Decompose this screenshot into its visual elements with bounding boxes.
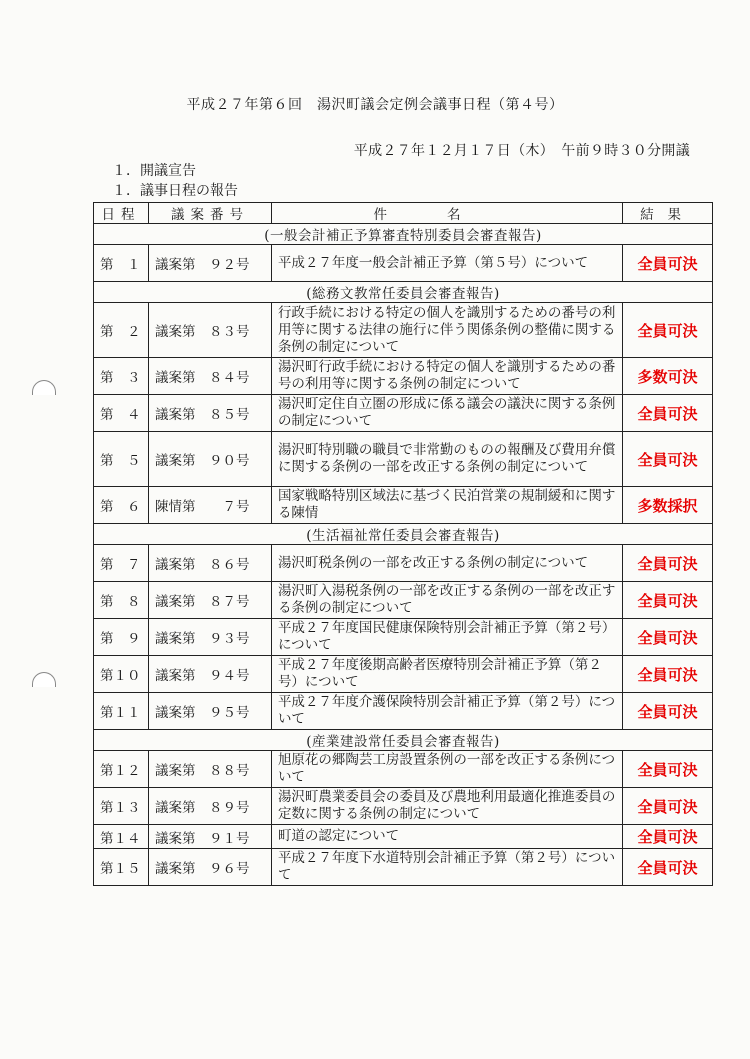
bill-number: 議案第 ８６号 bbox=[148, 545, 271, 582]
header-subject: 件名 bbox=[271, 203, 622, 224]
schedule-table bbox=[93, 202, 713, 886]
header-bill-number: 議案番号 bbox=[148, 203, 271, 224]
header-day: 日程 bbox=[94, 203, 149, 224]
bill-number: 議案第 ９２号 bbox=[148, 245, 271, 282]
section-heading: (生活福祉常任委員会審査報告) bbox=[94, 524, 713, 545]
table-row bbox=[94, 582, 713, 619]
table-row bbox=[94, 751, 713, 788]
bill-subject: 平成２７年度国民健康保険特別会計補正予算（第２号）について bbox=[271, 619, 622, 656]
schedule-day: 第 ６ bbox=[94, 487, 149, 524]
vote-result: 全員可決 bbox=[623, 545, 713, 582]
vote-result: 多数採択 bbox=[623, 487, 713, 524]
bill-subject: 行政手続における特定の個人を識別するための番号の利用等に関する法律の施行に伴う関係条例の整備に関する条例の制定について bbox=[271, 303, 622, 358]
schedule-day: 第 ８ bbox=[94, 582, 149, 619]
table-row bbox=[94, 358, 713, 395]
bill-subject: 湯沢町税条例の一部を改正する条例の制定について bbox=[271, 545, 622, 582]
vote-result: 全員可決 bbox=[623, 432, 713, 487]
bill-number: 議案第 ９０号 bbox=[148, 432, 271, 487]
bill-subject: 町道の認定について bbox=[271, 825, 622, 849]
vote-result: 全員可決 bbox=[623, 395, 713, 432]
table-row bbox=[94, 825, 713, 849]
table-row bbox=[94, 432, 713, 487]
page-title: 平成２７年第６回 湯沢町議会定例会議事日程（第４号） bbox=[186, 97, 564, 113]
vote-result: 全員可決 bbox=[623, 582, 713, 619]
vote-result: 全員可決 bbox=[623, 788, 713, 825]
bill-number: 議案第 ９４号 bbox=[148, 656, 271, 693]
schedule-day: 第 ７ bbox=[94, 545, 149, 582]
vote-result: 全員可決 bbox=[623, 825, 713, 849]
agenda-item: １．議事日程の報告 bbox=[112, 183, 238, 199]
table-row bbox=[94, 693, 713, 730]
table-row bbox=[94, 395, 713, 432]
table-row bbox=[94, 245, 713, 282]
bill-subject: 旭原花の郷陶芸工房設置条例の一部を改正する条例について bbox=[271, 751, 622, 788]
bill-subject: 湯沢町定住自立圏の形成に係る議会の議決に関する条例の制定について bbox=[271, 395, 622, 432]
bill-number: 議案第 ８５号 bbox=[148, 395, 271, 432]
schedule-day: 第 ９ bbox=[94, 619, 149, 656]
bill-subject: 平成２７年度介護保険特別会計補正予算（第２号）について bbox=[271, 693, 622, 730]
binder-hole-bottom bbox=[32, 672, 56, 687]
section-heading: (総務文教常任委員会審査報告) bbox=[94, 282, 713, 303]
table-row bbox=[94, 619, 713, 656]
schedule-day: 第 ３ bbox=[94, 358, 149, 395]
schedule-day: 第１５ bbox=[94, 849, 149, 886]
bill-number: 議案第 ８３号 bbox=[148, 303, 271, 358]
binder-hole-top bbox=[32, 380, 56, 395]
bill-number: 議案第 ９１号 bbox=[148, 825, 271, 849]
bill-subject: 平成２７年度後期高齢者医療特別会計補正予算（第２号）について bbox=[271, 656, 622, 693]
table-row bbox=[94, 656, 713, 693]
bill-number: 議案第 ８９号 bbox=[148, 788, 271, 825]
schedule-day: 第１３ bbox=[94, 788, 149, 825]
bill-number: 議案第 ９５号 bbox=[148, 693, 271, 730]
table-header-row bbox=[94, 203, 713, 224]
session-date: 平成２７年１２月１７日（木） 午前９時３０分開議 bbox=[353, 143, 690, 159]
bill-number: 議案第 ９６号 bbox=[148, 849, 271, 886]
bill-subject: 平成２７年度下水道特別会計補正予算（第２号）について bbox=[271, 849, 622, 886]
agenda-item: １．開議宣告 bbox=[112, 163, 196, 179]
vote-result: 全員可決 bbox=[623, 619, 713, 656]
table-row bbox=[94, 849, 713, 886]
bill-number: 議案第 ８８号 bbox=[148, 751, 271, 788]
schedule-day: 第１４ bbox=[94, 825, 149, 849]
bill-subject: 国家戦略特別区域法に基づく民泊営業の規制緩和に関する陳情 bbox=[271, 487, 622, 524]
bill-subject: 平成２７年度一般会計補正予算（第５号）について bbox=[271, 245, 622, 282]
vote-result: 全員可決 bbox=[623, 245, 713, 282]
vote-result: 全員可決 bbox=[623, 656, 713, 693]
schedule-day: 第 １ bbox=[94, 245, 149, 282]
table-row bbox=[94, 788, 713, 825]
schedule-day: 第 ２ bbox=[94, 303, 149, 358]
schedule-day: 第 ５ bbox=[94, 432, 149, 487]
vote-result: 全員可決 bbox=[623, 693, 713, 730]
schedule-day: 第 ４ bbox=[94, 395, 149, 432]
vote-result: 全員可決 bbox=[623, 849, 713, 886]
bill-subject: 湯沢町特別職の職員で非常勤のものの報酬及び費用弁償に関する条例の一部を改正する条例の制定について bbox=[271, 432, 622, 487]
schedule-day: 第１１ bbox=[94, 693, 149, 730]
header-result: 結果 bbox=[623, 203, 713, 224]
schedule-day: 第１０ bbox=[94, 656, 149, 693]
table-row bbox=[94, 487, 713, 524]
bill-subject: 湯沢町行政手続における特定の個人を識別するための番号の利用等に関する条例の制定について bbox=[271, 358, 622, 395]
vote-result: 全員可決 bbox=[623, 751, 713, 788]
table-row bbox=[94, 545, 713, 582]
bill-number: 議案第 ８７号 bbox=[148, 582, 271, 619]
bill-subject: 湯沢町入湯税条例の一部を改正する条例の一部を改正する条例の制定について bbox=[271, 582, 622, 619]
bill-number: 議案第 ９３号 bbox=[148, 619, 271, 656]
vote-result: 多数可決 bbox=[623, 358, 713, 395]
bill-subject: 湯沢町農業委員会の委員及び農地利用最適化推進委員の定数に関する条例の制定について bbox=[271, 788, 622, 825]
bill-number: 陳情第 ７号 bbox=[148, 487, 271, 524]
bill-number: 議案第 ８４号 bbox=[148, 358, 271, 395]
vote-result: 全員可決 bbox=[623, 303, 713, 358]
table-row bbox=[94, 303, 713, 358]
schedule-day: 第１２ bbox=[94, 751, 149, 788]
section-heading: (産業建設常任委員会審査報告) bbox=[94, 730, 713, 751]
section-heading: (一般会計補正予算審査特別委員会審査報告) bbox=[94, 224, 713, 245]
